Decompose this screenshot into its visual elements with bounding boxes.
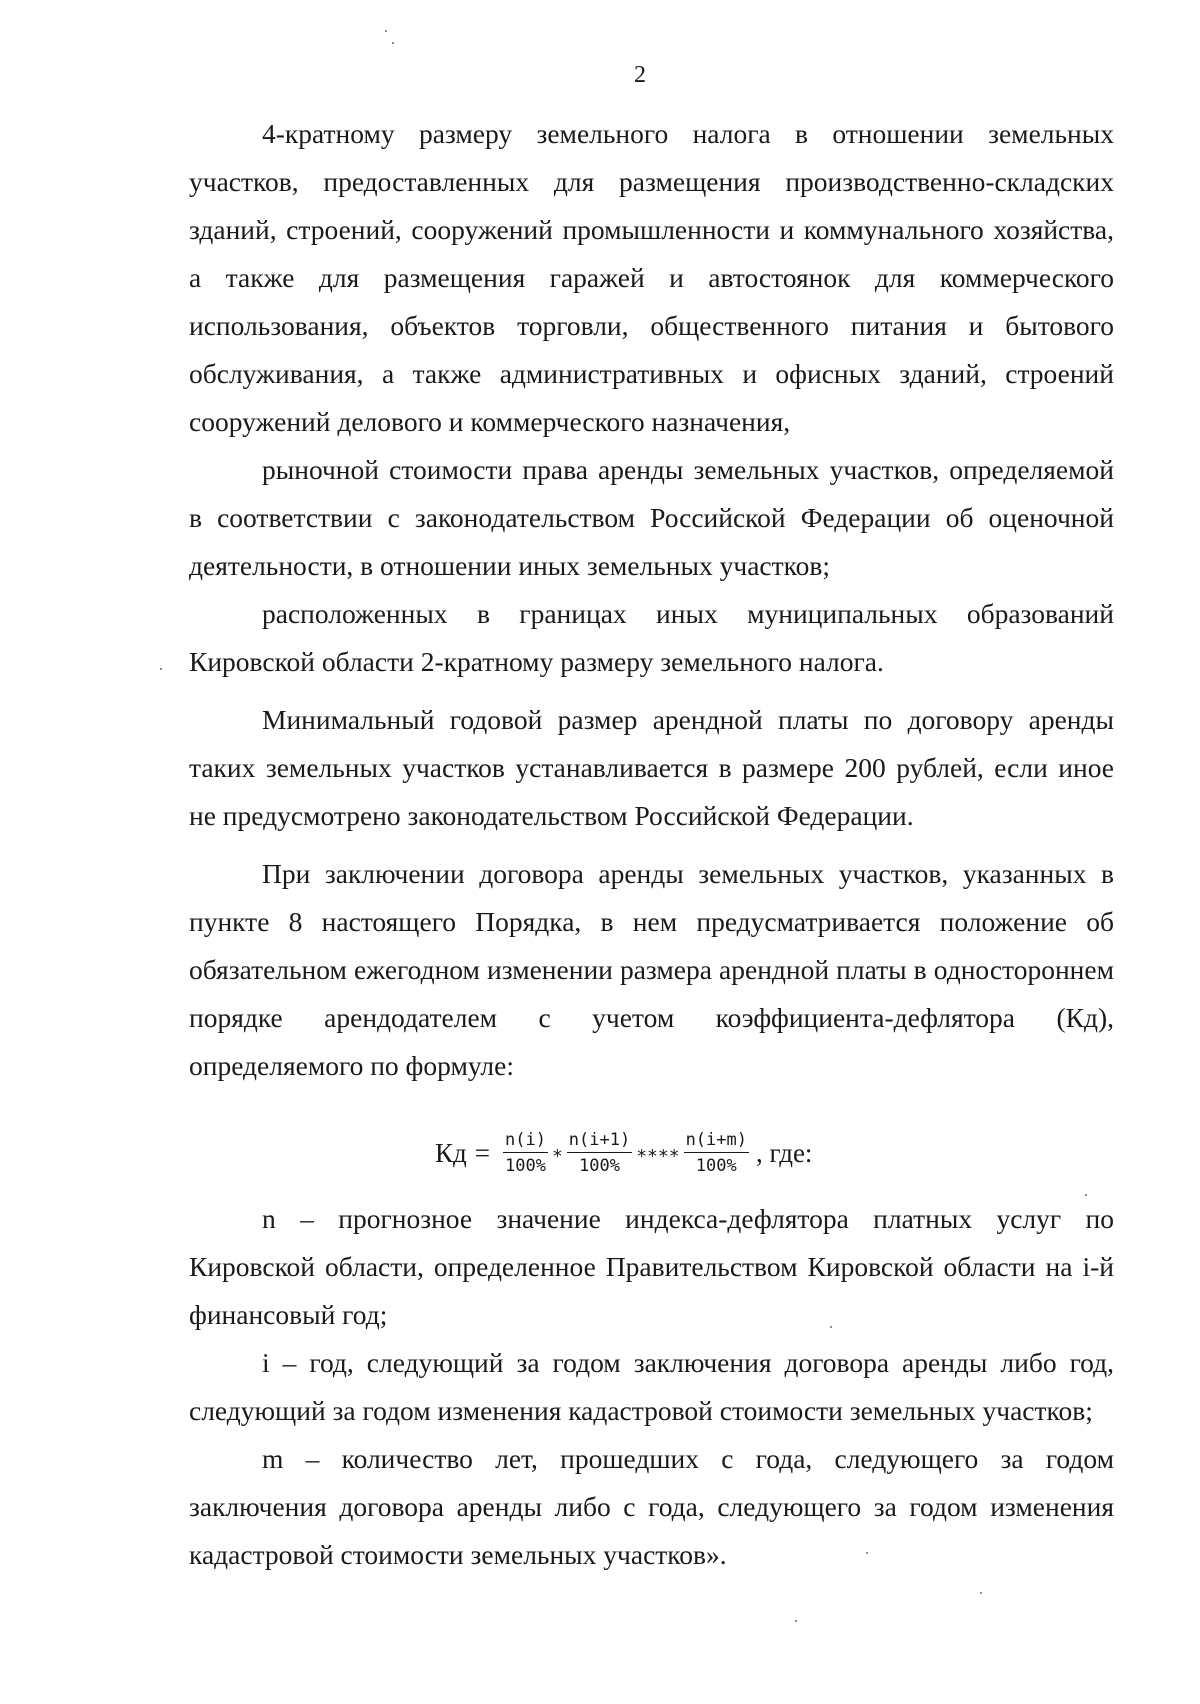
formula-multiply: * [551, 1145, 563, 1167]
scan-speck [160, 668, 162, 670]
scan-speck [830, 1326, 832, 1328]
scan-speck [980, 1592, 982, 1594]
formula-numerator-1: n(i) [503, 1130, 548, 1153]
paragraph-definition-m: m – количество лет, прошедших с года, следующего за годом заключения договора аренды либо с года, следующего за годом изменения кадастровой стоимости земельных участков». [189, 1443, 1114, 1570]
paragraph-minimum-rent: Минимальный годовой размер арендной платы по договору аренды таких земельных участков устанавливается в размере 200 рублей, если иное не предусмотрено законодательством Российской Федерации. [189, 704, 1114, 831]
deflator-formula [435, 1118, 812, 1188]
paragraph-other-municipalities: расположенных в границах иных муниципальных образований Кировской области 2-кратному размеру земельного налога. [189, 598, 1114, 677]
formula-fraction-3 [684, 1130, 749, 1176]
paragraph-definition-i: i – год, следующий за годом заключения договора аренды либо год, следующий за годом изменения кадастровой стоимости земельных участков; [189, 1347, 1114, 1426]
formula-numerator-2: n(i+1) [567, 1130, 632, 1153]
scan-speck [1085, 1194, 1087, 1196]
scan-speck [392, 42, 394, 44]
formula-ellipsis-multiply: **** [636, 1145, 680, 1167]
formula-denominator-1: 100% [504, 1156, 546, 1176]
page-number: 2 [634, 62, 646, 88]
paragraph-market-value: рыночной стоимости права аренды земельных участков, определяемой в соответствии с законодательством Российской Федерации об оценочной деятельности, в отношении иных земельных участков; [189, 454, 1114, 581]
formula-denominator-2: 100% [579, 1156, 620, 1176]
document-body [189, 110, 1114, 1090]
paragraph-tax-multiplier: 4-кратному размеру земельного налога в отношении земельных участков, предоставленных для размещения производственно-складских зданий, строений, сооружений промышленности и коммунального хозяйства, а также для размещения гаражей и автостоянок для коммерческого использования, объектов торговли, общественного питания и бытового обслуживания, а также административных и офисных зданий, строений сооружений делового и коммерческого назначения, [189, 118, 1114, 437]
formula-suffix: , где: [755, 1137, 813, 1168]
scan-speck [795, 1620, 797, 1622]
scan-speck [866, 1552, 868, 1554]
paragraph-contract-deflator: При заключении договора аренды земельных участков, указанных в пункте 8 настоящего Порядка, в нем предусматривается положение об обязательном ежегодном изменении размера арендной платы в одностороннем порядке арендодателем с учетом коэффициента-дефлятора (Кд), определяемого по формуле: [189, 858, 1114, 1081]
formula-fraction-1 [503, 1130, 548, 1176]
formula-lhs: Кд [435, 1137, 467, 1168]
scan-speck [385, 30, 387, 32]
formula-denominator-3: 100% [695, 1156, 737, 1176]
paragraph-definition-n: n – прогнозное значение индекса-дефлятора платных услуг по Кировской области, определенное Правительством Кировской области на i-й финансовый год; [189, 1203, 1114, 1330]
formula-equals: = [474, 1137, 490, 1168]
formula-fraction-2 [567, 1130, 632, 1176]
document-body-after-formula [189, 1195, 1114, 1579]
formula-numerator-3: n(i+m) [684, 1130, 749, 1153]
